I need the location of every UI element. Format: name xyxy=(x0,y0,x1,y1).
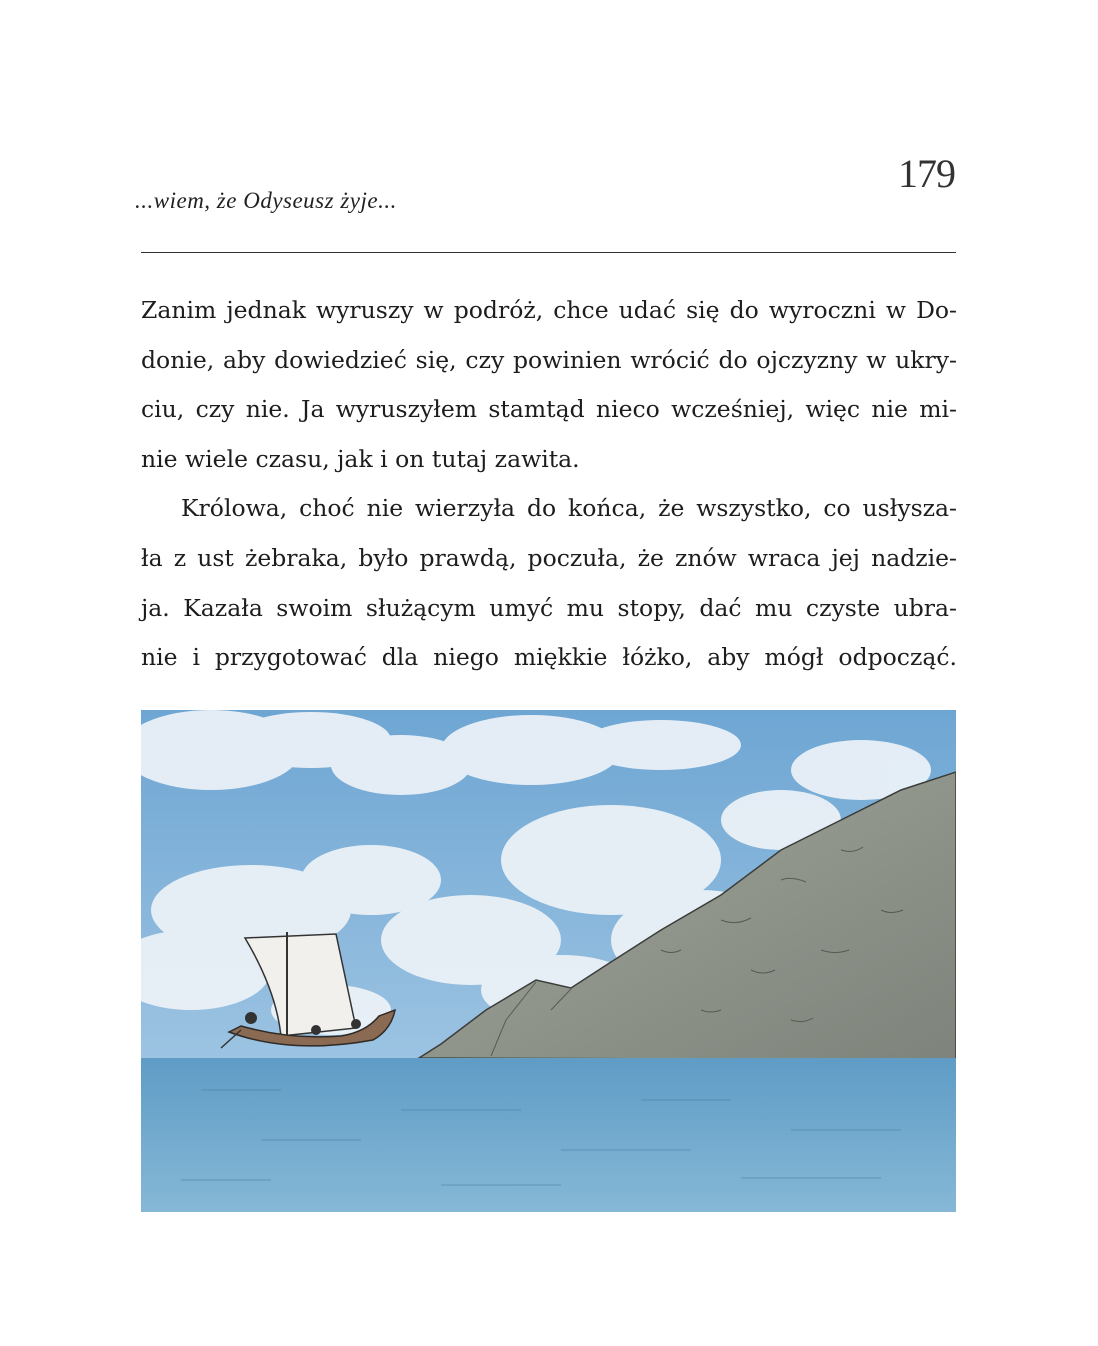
header-rule xyxy=(141,252,956,253)
text-line: nie i przygotować dla niego miękkie łóżko, aby mógł odpocząć. xyxy=(141,643,957,672)
text-line: nie wiele czasu, jak i on tutaj zawita. xyxy=(141,444,580,473)
paragraph-1 xyxy=(141,287,957,485)
text-line: ciu, czy nie. Ja wyruszyłem stamtąd nieco wcześniej, więc nie mi- xyxy=(141,395,957,424)
running-head: ...wiem, że Odyseusz żyje... xyxy=(135,188,397,213)
ship-at-sea-illustration xyxy=(141,710,956,1212)
sea xyxy=(141,1058,956,1212)
paragraph-2 xyxy=(141,485,957,683)
illustration-svg xyxy=(141,710,956,1212)
text-line: Zanim jednak wyruszy w podróż, chce udać się do wyroczni w Do- xyxy=(141,296,957,324)
text-line: Królowa, choć nie wierzyła do końca, że wszystko, co usłysza- xyxy=(181,494,957,523)
page-number: 179 xyxy=(898,151,955,196)
text-line: donie, aby dowiedzieć się, czy powinien wrócić do ojczyzny w ukry- xyxy=(141,345,957,374)
body-text xyxy=(141,287,957,684)
text-line: ja. Kazała swoim służącym umyć mu stopy, dać mu czyste ubra- xyxy=(141,593,957,622)
text-line: ła z ust żebraka, było prawdą, poczuła, że znów wraca jej nadzie- xyxy=(141,543,957,572)
